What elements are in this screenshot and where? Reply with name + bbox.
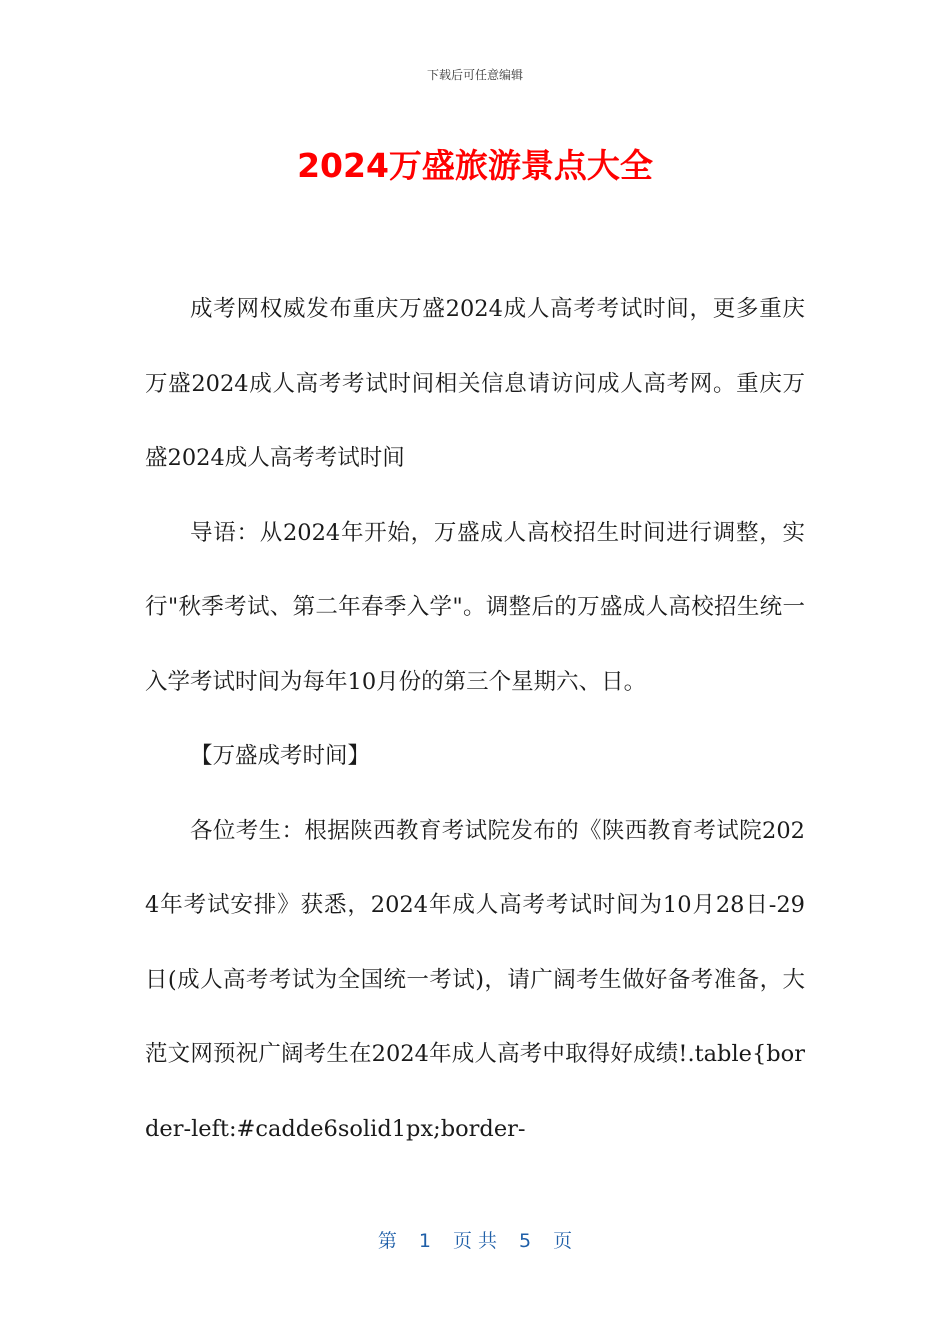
document-body [145, 272, 805, 1166]
paragraph-notice: 各位考生：根据陕西教育考试院发布的《陕西教育考试院2024年考试安排》获悉，2024年成人高考考试时间为10月28日-29日(成人高考考试为全国统一考试)，请广阔考生做好备考准备，大范文网预祝广阔考生在2024年成人高考中取得好成绩!.table{border-left:#cadde6solid1px;border- [145, 817, 805, 1142]
header-note: 下载后可任意编辑 [426, 68, 523, 82]
footer-page-middle: 页 共 [452, 1230, 498, 1252]
paragraph-intro: 成考网权威发布重庆万盛2024成人高考考试时间，更多重庆万盛2024成人高考考试时间相关信息请访问成人高考网。重庆万盛2024成人高考考试时间 [145, 296, 805, 471]
paragraph-section-heading: 【万盛成考时间】 [190, 743, 371, 769]
footer-page-current: 1 [418, 1230, 431, 1252]
page-footer [0, 1226, 950, 1253]
paragraph-guide: 导语：从2024年开始，万盛成人高校招生时间进行调整，实行"秋季考试、第二年春季入学"。调整后的万盛成人高校招生统一入学考试时间为每年10月份的第三个星期六、日。 [145, 519, 805, 695]
footer-page-total: 5 [519, 1230, 532, 1252]
footer-page-suffix: 页 [553, 1230, 573, 1252]
footer-page-prefix: 第 [377, 1230, 397, 1252]
document-title: 2024万盛旅游景点大全 [297, 146, 653, 185]
